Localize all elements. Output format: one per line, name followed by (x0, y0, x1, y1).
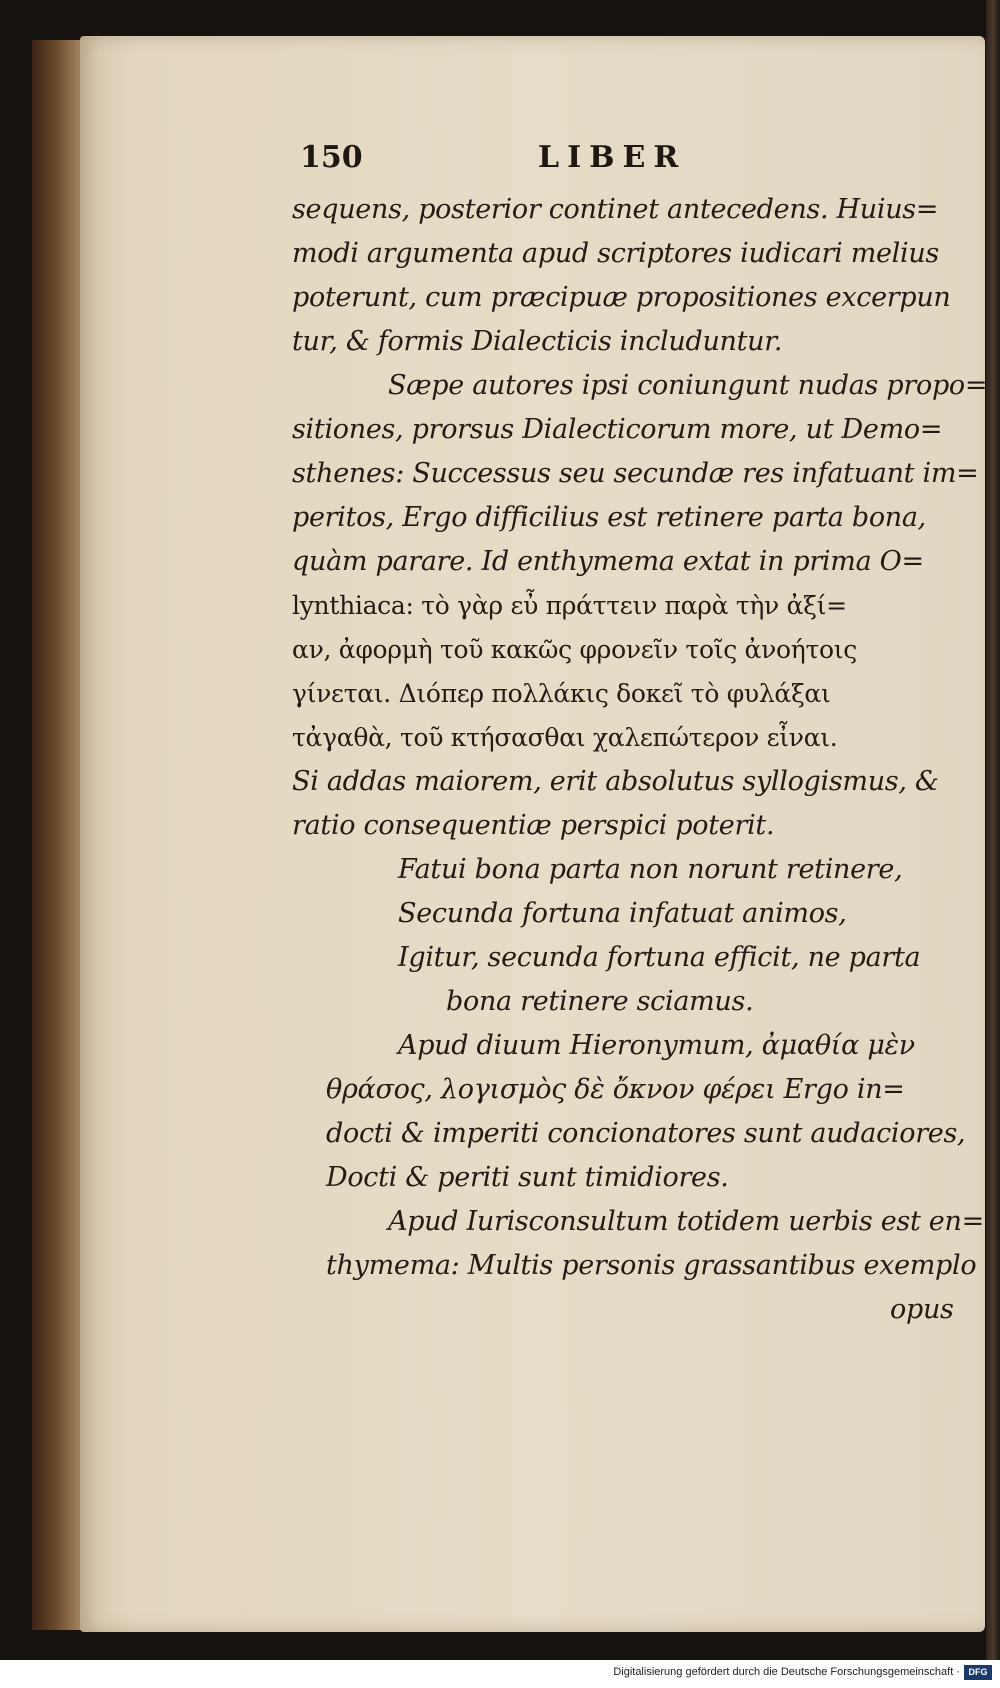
syllogism-line: bona retinere sciamus. (446, 986, 754, 1017)
text-line: modi argumenta apud scriptores iudicari melius (292, 238, 939, 269)
text-line: peritos, Ergo difficilius est retinere parta bona, (292, 502, 926, 533)
greek-text-line: γίνεται. Διόπερ πολλάκις δοκεῖ τὸ φυλάξαι (292, 679, 831, 708)
syllogism-line: Secunda fortuna infatuat animos, (398, 898, 847, 929)
text-line: sitiones, prorsus Dialecticorum more, ut Demo= (292, 414, 943, 445)
text-line: tur, & formis Dialecticis includuntur. (292, 326, 783, 357)
page-header (300, 140, 740, 180)
text-line: docti & imperiti concionatores sunt audaciores, (326, 1118, 966, 1149)
text-line: quàm parare. Id enthymema extat in prima O= (292, 546, 924, 577)
text-line: Sæpe autores ipsi coniungunt nudas propo= (388, 370, 988, 401)
text-line: thymema: Multis personis grassantibus exemplo (326, 1250, 977, 1281)
text-line: θράσος, λογισμὸς δὲ ὄκνον φέρει Ergo in= (326, 1074, 905, 1105)
text-line: Apud Iurisconsultum totidem uerbis est en= (388, 1206, 984, 1237)
greek-text-line: τἀγαθὰ, τοῦ κτήσασθαι χαλεπώτερον εἶναι. (292, 723, 838, 752)
dfg-logo: DFG (964, 1665, 992, 1680)
text-line: Apud diuum Hieronymum, ἀμαθία μὲν (398, 1030, 915, 1061)
syllogism-line: Igitur, secunda fortuna efficit, ne parta (398, 942, 921, 973)
running-head: LIBER (538, 140, 687, 175)
book-edge (986, 0, 1000, 1660)
greek-text-line: αν, ἀφορμὴ τοῦ κακῶς φρονεῖν τοῖς ἀνοήτοις (292, 635, 857, 664)
text-line: Si addas maiorem, erit absolutus syllogismus, & (292, 766, 939, 797)
text-line: sthenes: Successus seu secundæ res infatuant im= (292, 458, 979, 489)
catchword: opus (890, 1294, 954, 1325)
text-line: ratio consequentiæ perspici poterit. (292, 810, 775, 841)
text-line: poterunt, cum præcipuæ propositiones excerpun (292, 282, 951, 313)
page-number: 150 (300, 140, 363, 175)
funding-notice: Digitalisierung gefördert durch die Deutsche Forschungsgemeinschaft · (613, 1666, 960, 1678)
syllogism-line: Fatui bona parta non norunt retinere, (398, 854, 903, 885)
text-line: Docti & periti sunt timidiores. (326, 1162, 729, 1193)
footer-bar (0, 1660, 1000, 1688)
greek-text-line: lynthiaca: τὸ γὰρ εὖ πράττειν παρὰ τὴν ἀξί= (292, 591, 847, 620)
text-line: sequens, posterior continet antecedens. Huius= (292, 194, 939, 225)
